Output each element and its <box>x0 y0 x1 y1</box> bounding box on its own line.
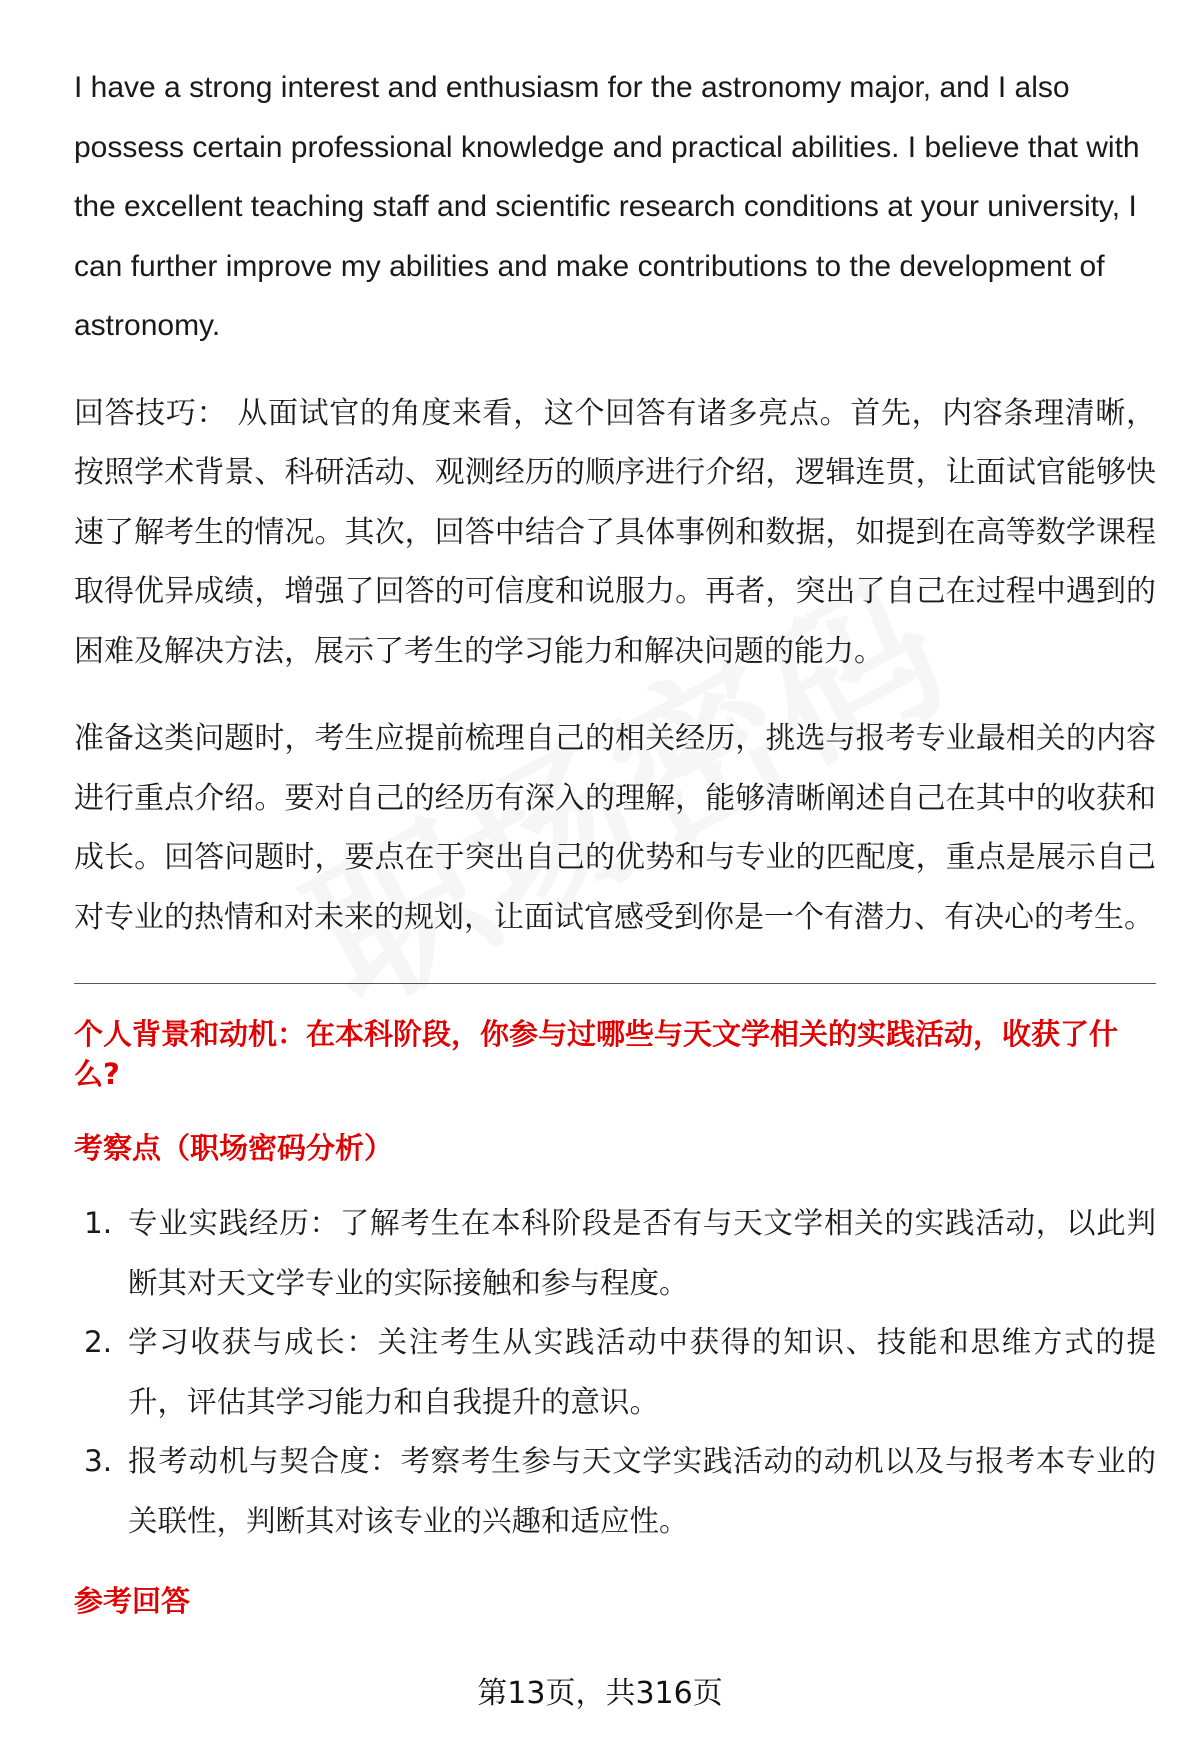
list-item-number: 1. <box>84 1206 113 1240</box>
list-item <box>74 1194 1156 1313</box>
list-item <box>74 1432 1156 1551</box>
page-number-footer: 第13页，共316页 <box>477 1676 723 1711</box>
document-page <box>74 58 1156 1647</box>
question-heading: 个人背景和动机：在本科阶段，你参与过哪些与天文学相关的实践活动，收获了什么? <box>74 1017 1119 1091</box>
answer-paragraph-english: I have a strong interest and enthusiasm for the astronomy major, and I also possess certain professional knowledge and practical abilities. I believe that with the excellent teaching staff and scientific research conditions at your university, I can further improve my abilities and make contributions to the development of astronomy. <box>74 71 1140 342</box>
list-item-text: 报考动机与契合度：考察考生参与天文学实践活动的动机以及与报考本专业的关联性，判断其对该专业的兴趣和适应性。 <box>128 1444 1156 1538</box>
list-item-number: 3. <box>84 1444 113 1478</box>
preparation-paragraph: 准备这类问题时，考生应提前梳理自己的相关经历，挑选与报考专业最相关的内容进行重点介绍。要对自己的经历有深入的理解，能够清晰阐述自己在其中的收获和成长。回答问题时，要点在于突出自己的优势和与专业的匹配度，重点是展示自己对专业的热情和对未来的规划，让面试官感受到你是一个有潜力、有决心的考生。 <box>74 721 1156 935</box>
answer-tips-paragraph: 回答技巧： 从面试官的角度来看，这个回答有诸多亮点。首先，内容条理清晰，按照学术背景、科研活动、观测经历的顺序进行介绍，逻辑连贯，让面试官能够快速了解考生的情况。其次，回答中结合了具体事例和数据，如提到在高等数学课程取得优异成绩，增强了回答的可信度和说服力。再者，突出了自己在过程中遇到的困难及解决方法，展示了考生的学习能力和解决问题的能力。 <box>74 395 1156 669</box>
list-item <box>74 1313 1156 1432</box>
list-item-number: 2. <box>84 1325 113 1359</box>
list-item-text: 专业实践经历：了解考生在本科阶段是否有与天文学相关的实践活动，以此判断其对天文学专业的实际接触和参与程度。 <box>128 1206 1156 1300</box>
section-divider <box>74 983 1156 984</box>
focus-points-heading: 考察点（职场密码分析） <box>74 1131 394 1165</box>
reference-answer-heading: 参考回答 <box>74 1584 191 1618</box>
focus-points-list <box>74 1194 1156 1551</box>
list-item-text: 学习收获与成长：关注考生从实践活动中获得的知识、技能和思维方式的提升，评估其学习能力和自我提升的意识。 <box>128 1325 1156 1419</box>
